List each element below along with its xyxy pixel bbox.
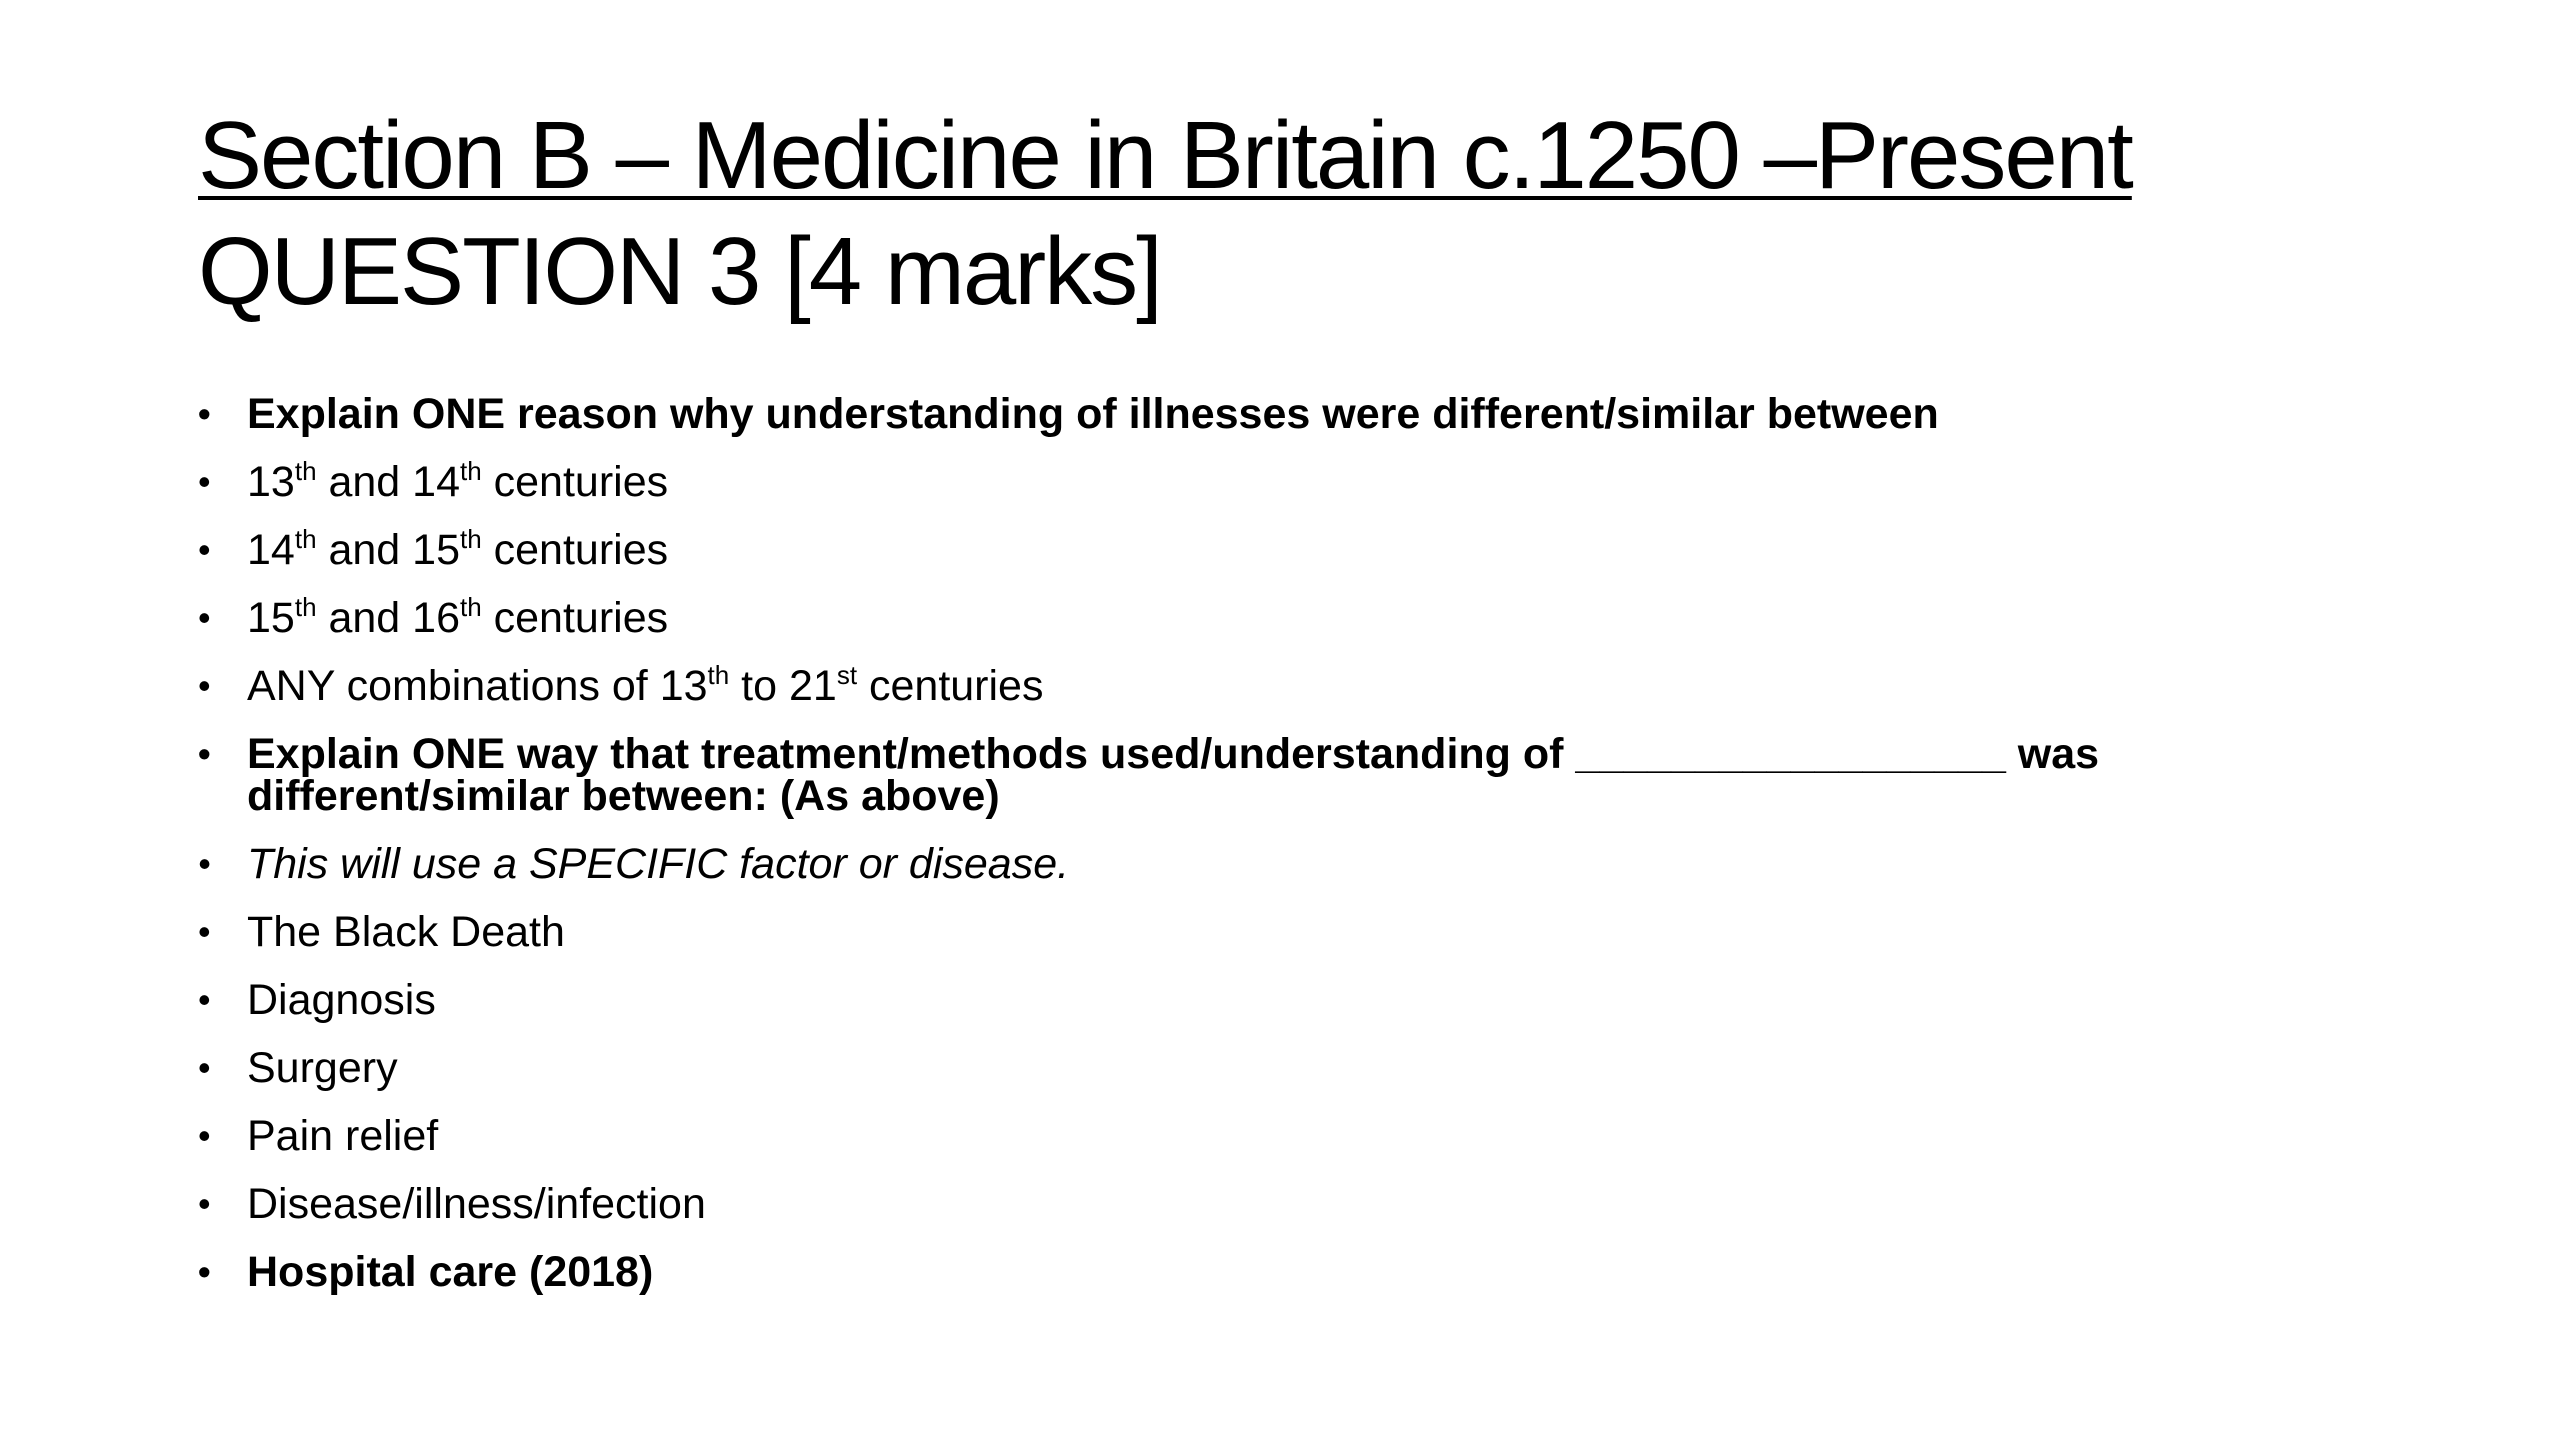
bullet-item-13-14-centuries — [198, 448, 2398, 516]
bullet-icon: • — [198, 597, 211, 638]
ordinal-suffix: st — [836, 660, 858, 690]
bullet-icon: • — [198, 979, 211, 1020]
ordinal-suffix: th — [294, 524, 317, 554]
title-section-heading: Section B – Medicine in Britain c.1250 –Present — [198, 102, 2132, 209]
bullet-item-black-death — [198, 898, 2398, 966]
bullet-icon: • — [198, 843, 211, 884]
bullet-text: 14 — [247, 526, 295, 574]
bullet-text: The Black Death — [247, 908, 565, 956]
bullet-list — [198, 380, 2398, 1306]
ordinal-suffix: th — [460, 524, 482, 554]
ordinal-suffix: th — [294, 592, 317, 622]
bullet-item-diagnosis — [198, 966, 2398, 1034]
bullet-text: Disease/illness/infection — [247, 1180, 706, 1228]
bullet-item-any-combinations — [198, 652, 2398, 720]
bullet-text: Hospital care (2018) — [247, 1248, 654, 1296]
bullet-text: and 16 — [316, 594, 460, 642]
bullet-icon: • — [198, 461, 211, 502]
bullet-text: centuries — [481, 458, 669, 506]
bullet-text: centuries — [481, 594, 669, 642]
bullet-text-line-1: Explain ONE way that treatment/methods used/understanding of __________________ was — [247, 730, 2100, 778]
bullet-text: Surgery — [247, 1044, 398, 1092]
ordinal-suffix: th — [460, 456, 482, 486]
bullet-text: Diagnosis — [247, 976, 436, 1024]
bullet-icon: • — [198, 1047, 211, 1088]
bullet-text: 15 — [247, 594, 295, 642]
bullet-icon: • — [198, 393, 211, 434]
bullet-item-pain-relief — [198, 1102, 2398, 1170]
bullet-item-explain-reason — [198, 380, 2398, 448]
bullet-text: Explain ONE reason why understanding of illnesses were different/similar between — [247, 390, 1939, 438]
bullet-item-specific-factor — [198, 830, 2398, 898]
bullet-text: 13 — [247, 458, 295, 506]
bullet-text: centuries — [857, 662, 1044, 710]
bullet-icon: • — [198, 529, 211, 570]
bullet-item-hospital-care — [198, 1238, 2398, 1306]
title-question-heading: QUESTION 3 [4 marks] — [198, 218, 1161, 325]
bullet-item-disease — [198, 1170, 2398, 1238]
bullet-icon: • — [198, 1183, 211, 1224]
bullet-text-line-2: different/similar between: (As above) — [247, 772, 1000, 820]
bullet-icon: • — [198, 1115, 211, 1156]
bullet-item-15-16-centuries — [198, 584, 2398, 652]
bullet-text: Pain relief — [247, 1112, 439, 1160]
bullet-icon: • — [198, 733, 211, 774]
bullet-text: centuries — [481, 526, 669, 574]
bullet-text: and 14 — [316, 458, 460, 506]
bullet-text: to 21 — [729, 662, 837, 710]
bullet-icon: • — [198, 1251, 211, 1292]
bullet-item-14-15-centuries — [198, 516, 2398, 584]
ordinal-suffix: th — [460, 592, 482, 622]
bullet-icon: • — [198, 665, 211, 706]
bullet-text: ANY combinations of 13 — [247, 662, 708, 710]
ordinal-suffix: th — [707, 660, 730, 690]
slide-title — [198, 98, 2398, 330]
bullet-item-explain-way — [198, 720, 2398, 830]
bullet-icon: • — [198, 911, 211, 952]
bullet-text: This will use a SPECIFIC factor or disease. — [247, 840, 1070, 888]
bullet-text: and 15 — [316, 526, 460, 574]
bullet-item-surgery — [198, 1034, 2398, 1102]
ordinal-suffix: th — [294, 456, 317, 486]
